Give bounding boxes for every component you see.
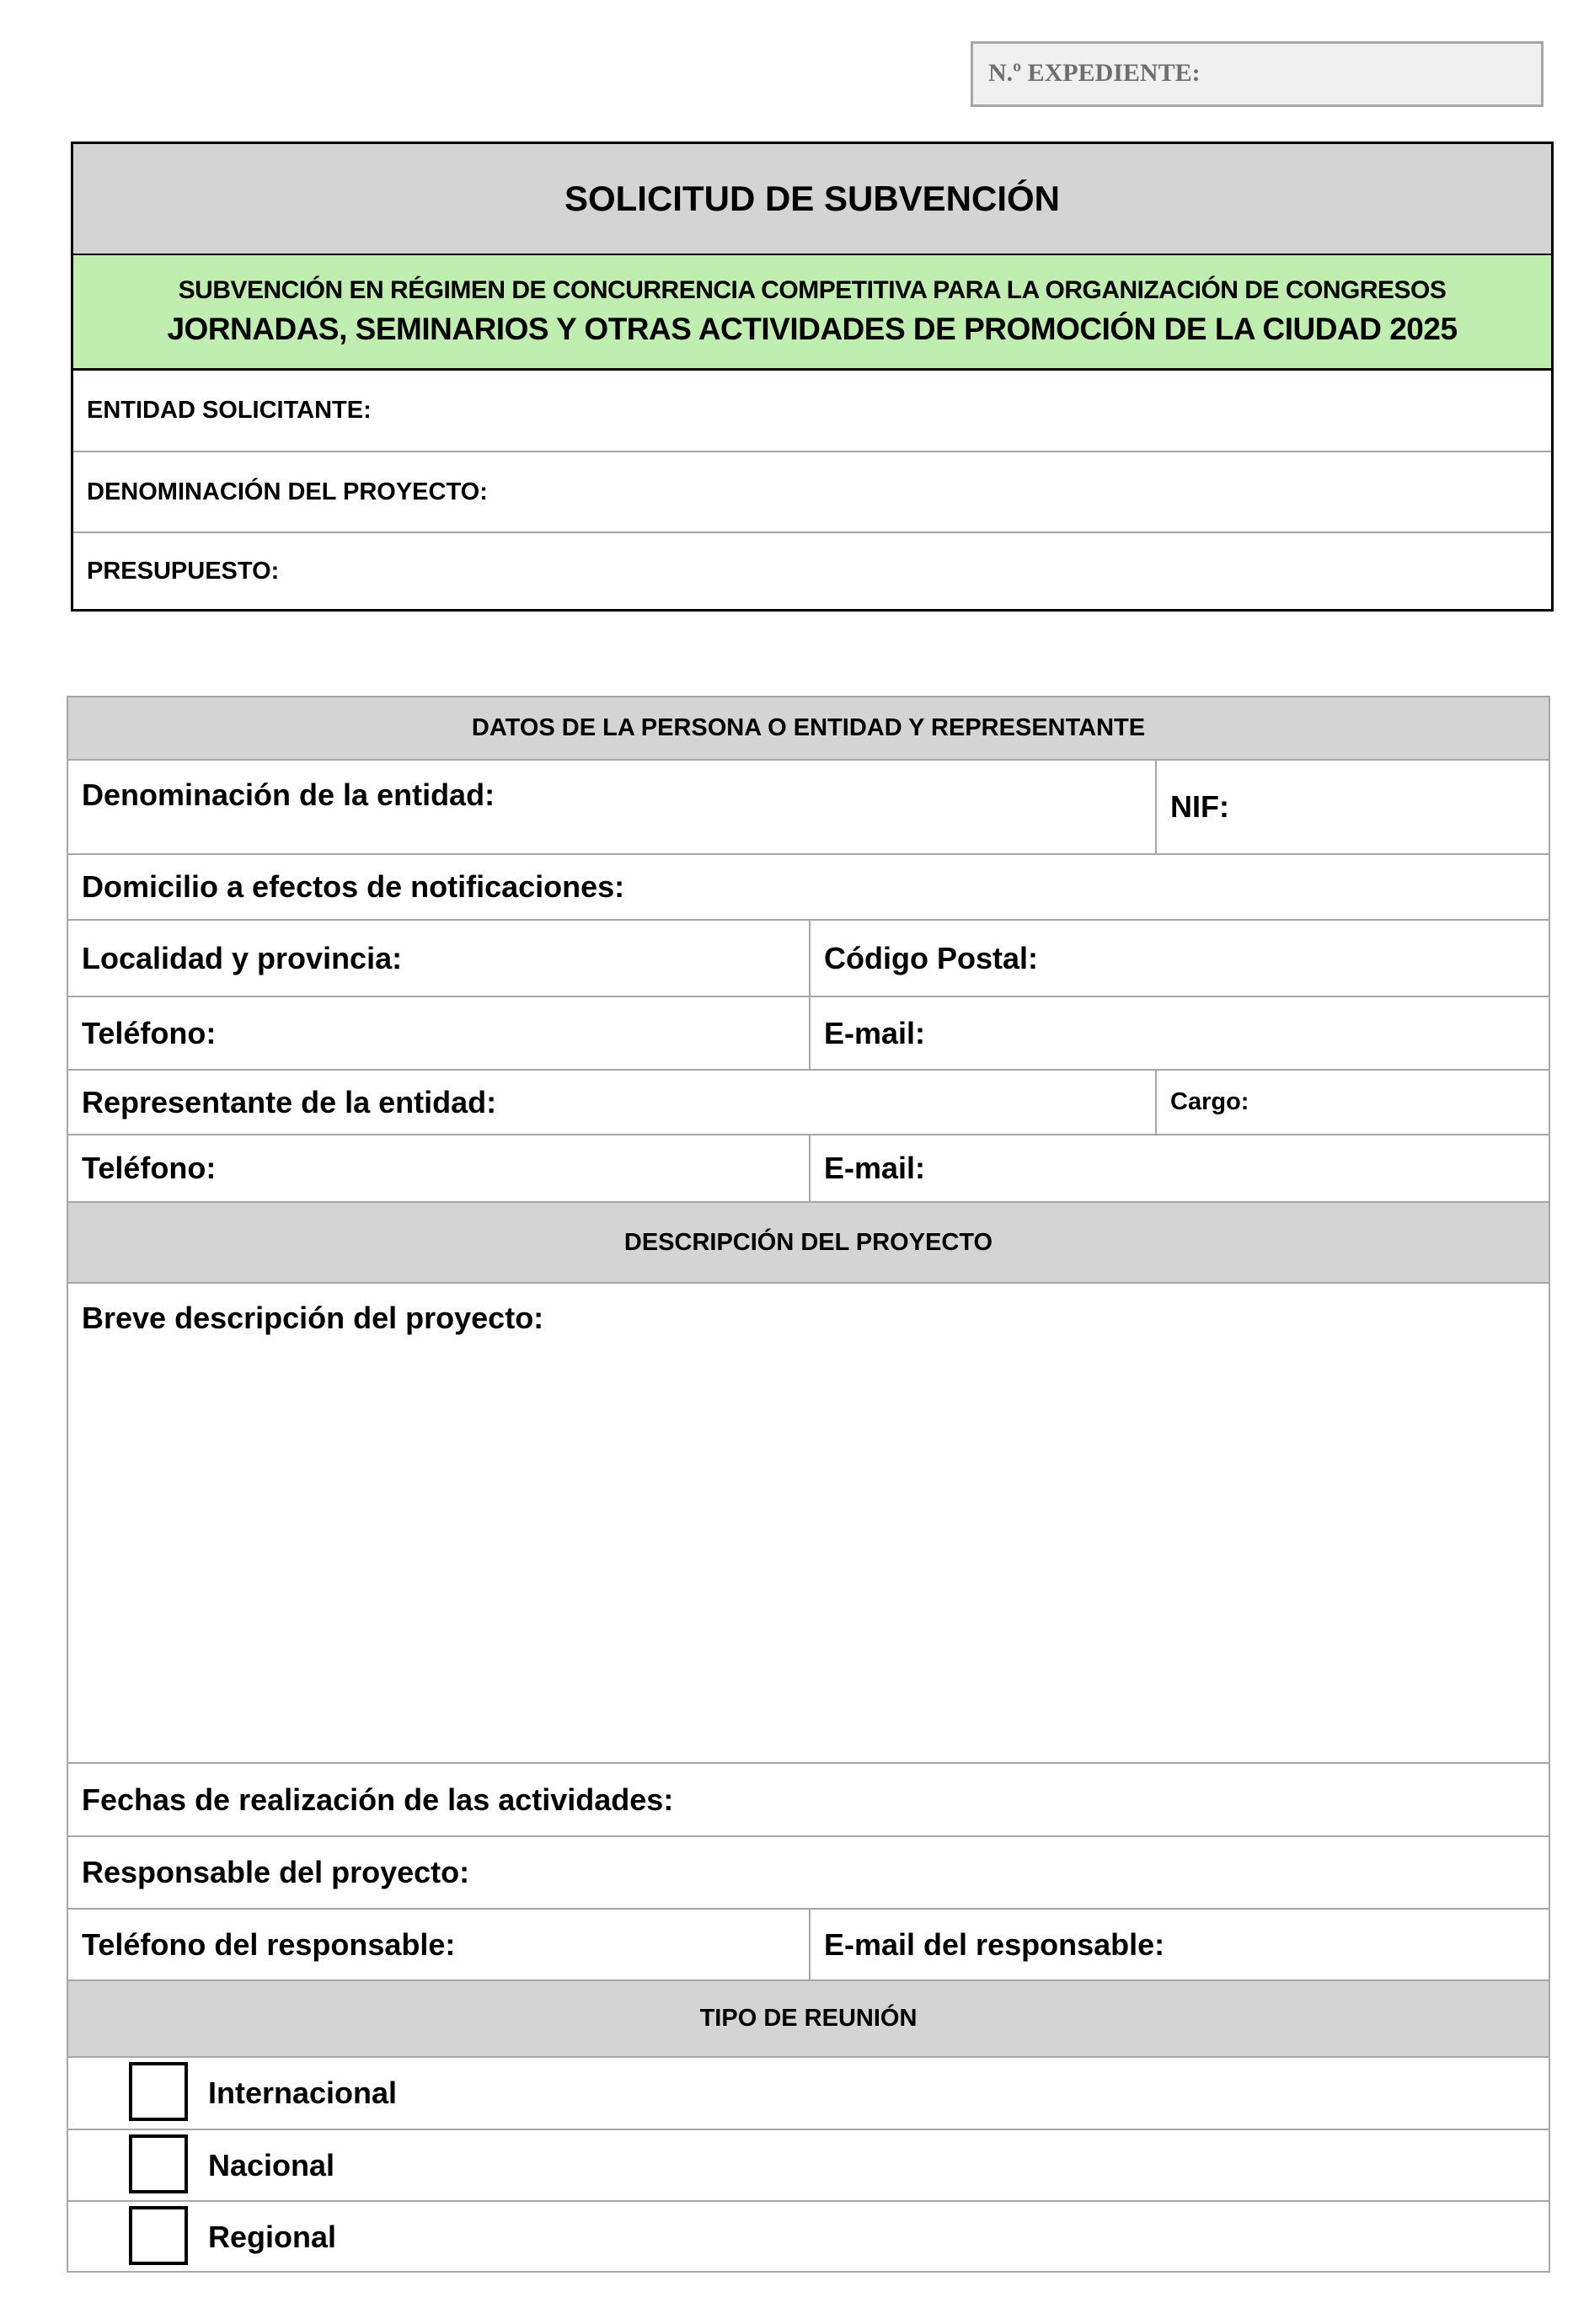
expediente-label: N.º EXPEDIENTE: xyxy=(988,59,1201,87)
email-field[interactable]: E-mail: xyxy=(809,997,1550,1071)
telefono-field[interactable]: Teléfono: xyxy=(68,997,809,1071)
localidad-field[interactable]: Localidad y provincia: xyxy=(68,921,809,997)
email-responsable-field[interactable]: E-mail del responsable: xyxy=(809,1910,1550,1981)
option-label: Regional xyxy=(208,2220,337,2254)
expediente-field[interactable] xyxy=(971,41,1544,107)
checkbox-internacional[interactable] xyxy=(129,2062,188,2121)
responsable-field[interactable]: Responsable del proyecto: xyxy=(68,1837,1549,1910)
denominacion-entidad-field[interactable]: Denominación de la entidad: xyxy=(68,761,1155,855)
subtitle-line-2: JORNADAS, SEMINARIOS Y OTRAS ACTIVIDADES DE PROMOCIÓN DE LA CIUDAD 2025 xyxy=(167,312,1458,346)
checkbox-regional[interactable] xyxy=(129,2206,188,2265)
checkbox-nacional[interactable] xyxy=(129,2134,188,2193)
presupuesto-field[interactable]: PRESUPUESTO: xyxy=(87,557,280,585)
subtitle-banner xyxy=(73,255,1551,371)
denominacion-proyecto-field[interactable]: DENOMINACIÓN DEL PROYECTO: xyxy=(73,452,1551,533)
subtitle-line-1: SUBVENCIÓN EN RÉGIMEN DE CONCURRENCIA COMPETITIVA PARA LA ORGANIZACIÓN DE CONGRESOS xyxy=(178,276,1447,304)
option-label: Internacional xyxy=(208,2076,398,2110)
page-title: SOLICITUD DE SUBVENCIÓN xyxy=(73,144,1551,255)
option-label: Nacional xyxy=(208,2147,335,2182)
section-tipo-heading: TIPO DE REUNIÓN xyxy=(68,1981,1549,2058)
entidad-solicitante-field[interactable]: ENTIDAD SOLICITANTE: xyxy=(73,371,1551,452)
form-table xyxy=(67,696,1550,2273)
codigo-postal-field[interactable]: Código Postal: xyxy=(809,921,1550,997)
fechas-field[interactable]: Fechas de realización de las actividades: xyxy=(68,1764,1549,1837)
breve-descripcion-field[interactable]: Breve descripción del proyecto: xyxy=(68,1284,1549,1764)
option-nacional[interactable] xyxy=(68,2130,1549,2202)
email-representante-field[interactable]: E-mail: xyxy=(809,1135,1550,1203)
cargo-field[interactable]: Cargo: xyxy=(1155,1071,1550,1135)
header-table xyxy=(71,142,1554,612)
section-datos-heading: DATOS DE LA PERSONA O ENTIDAD Y REPRESENTANTE xyxy=(68,697,1549,761)
option-internacional[interactable] xyxy=(68,2058,1549,2130)
telefono-responsable-field[interactable]: Teléfono del responsable: xyxy=(68,1910,809,1981)
nif-field[interactable]: NIF: xyxy=(1155,761,1550,855)
option-regional[interactable] xyxy=(68,2202,1549,2273)
telefono-representante-field[interactable]: Teléfono: xyxy=(68,1135,809,1203)
section-descripcion-heading: DESCRIPCIÓN DEL PROYECTO xyxy=(68,1203,1549,1284)
domicilio-field[interactable]: Domicilio a efectos de notificaciones: xyxy=(68,855,1549,921)
representante-field[interactable]: Representante de la entidad: xyxy=(68,1071,1155,1135)
